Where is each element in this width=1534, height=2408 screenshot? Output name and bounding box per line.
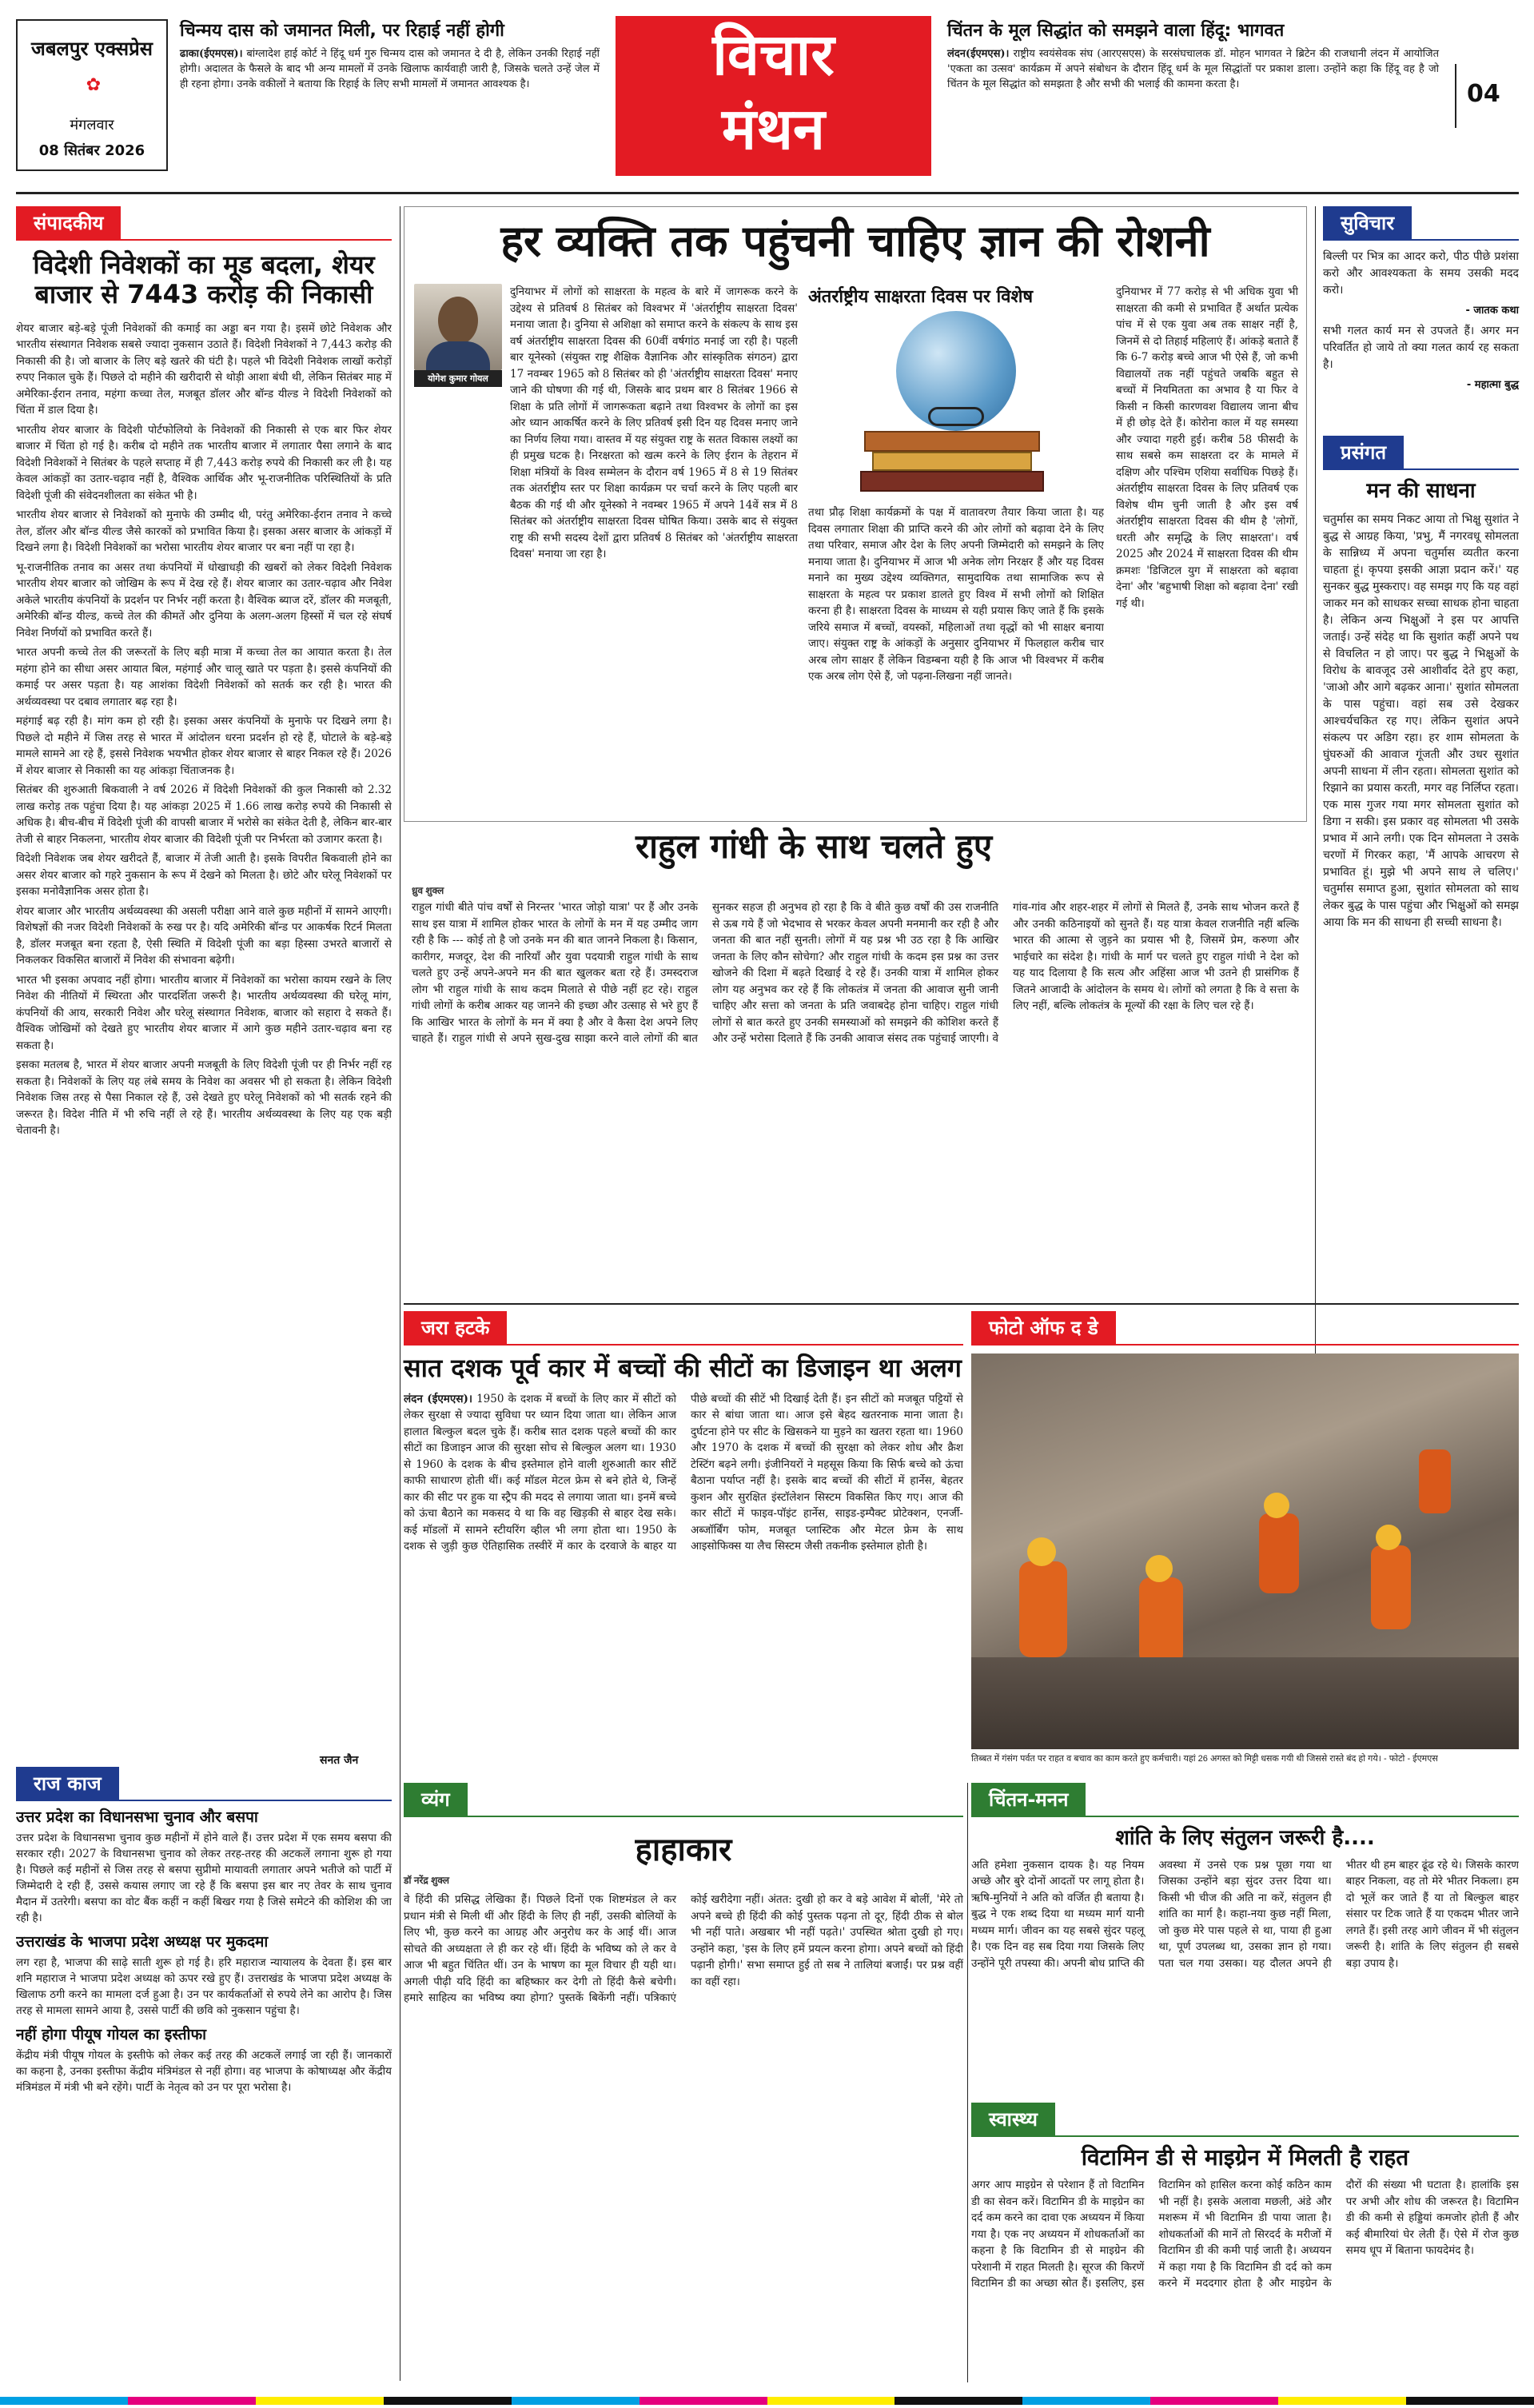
raj-kaaj-item-1-title: उत्तर प्रदेश का विधानसभा चुनाव और बसपा <box>16 1808 258 1826</box>
suvichar-source-2: - महात्मा बुद्ध <box>1466 379 1519 391</box>
vyang <box>404 1783 963 2390</box>
feature-col1: दुनियाभर में लोगों को साक्षरता के महत्व के बारे में जागरूक करने के उद्देश्य से प्रतिवर्ष 8 सितंबर को विश्वभर में 'अंतर्राष्ट्रीय साक्षरता दिवस' मनाया जाता है। दुनिया से अशिक्षा को समाप्त करने के संकल्प के साथ इस वर्ष अंतर्राष्ट्रीय साक्षरता दिवस की 60वीं वर्षगांठ मनाई जा रही है। पहली बार यूनेस्को (संयुक्त राष्ट्र शैक्षिक वैज्ञानिक और सांस्कृतिक संगठन) द्वारा 17 नवम्बर 1965 को 8 सितंबर को ही 'अंतर्राष्ट्रीय साक्षरता दिवस' मनाए जाने की घोषणा की गई थी, जिसके बाद प्रथम बार 8 सितंबर 1966 से शिक्षा के प्रति लोगों में जागरूकता बढ़ाने तथा विश्वभर के लोगों का इस ओर ध्यान आकर्षित करने के लिए प्रतिवर्ष इसी दिन यह दिवस मनाए जाने का निर्णय लिया गया। वास्तव में यह संयुक्त राष्ट्र के सतत विकास लक्ष्यों का ही प्रमुख घटक है। निरक्षरता को खत्म करने के लिए ईरान के तेहरान में शिक्षा मंत्रियों के विश्व सम्मेलन के दौरान वर्ष 1965 में 8 से 19 सितंबर तक अंतर्राष्ट्रीय स्तर पर शिक्षा कार्यक्रम पर चर्चा करने के लिए पहली बार बैठक की गई थी और यूनेस्को ने नवम्बर 1965 में अपने 14वें सत्र में 8 सितंबर को अंतर्राष्ट्रीय साक्षरता दिवस घोषित किया। उसके बाद से संयुक्त राष्ट्र की सभी सदस्य देशों द्वारा प्रतिवर्ष 8 सितंबर को 'अंतर्राष्ट्रीय साक्षरता दिवस' मनाया जा रहा है। <box>510 285 798 560</box>
editorial-paragraph: सितंबर की शुरुआती बिकवाली ने वर्ष 2026 में विदेशी निवेशकों की कुल निकासी को 2.32 लाख करोड़ तक पहुंचा दिया है। यह आंकड़ा 2025 में 1.66 लाख करोड़ रुपये की निकासी से अधिक है। बीच-बीच में विदेशी पूंजी की वापसी बाजार में भरोसे का संकेत देती है, लेकिन बार-बार तेजी से बाहर निकलना, भारतीय शेयर बाजार की विदेशी पूंजी पर निर्भरता को उजागर करता है। <box>16 783 392 846</box>
feature-author-name: योगेश कुमार गोयल <box>414 370 502 387</box>
chintan-manan <box>971 1783 1519 2095</box>
swasthya-tab <box>971 2103 1519 2137</box>
masthead-date: 08 सितंबर 2026 <box>38 142 145 159</box>
editorial-paragraph: शेयर बाजार बड़े-बड़े पूंजी निवेशकों की कमाई का अड्डा बन गया है। इसमें छोटे निवेशक और भारतीय संस्थागत निवेशक सबसे ज्यादा नुकसान उठाते हैं। विदेशी निवेशकों ने 7,443 करोड़ की निकासी की है। जो बाजार के लिए बड़े खतरे की घंटी है। पहले भी विदेशी निवेशक लाखों करोड़ों रुपए निकाल चुके हैं। पिछले दो महीने की खरीदारी से थोड़ी आशा बंधी थी, लेकिन सितंबर माह में अमेरिका-ईरान तनाव, महंगा कच्चा तेल, मजबूत डॉलर और बॉन्ड यील्ड ने विदेशी निवेशकों को चिंता में डाल दिया है। <box>16 321 392 417</box>
chintan-headline: शांति के लिए संतुलन जरूरी है.... <box>1115 1826 1375 1850</box>
editorial-paragraph: शेयर बाजार और भारतीय अर्थव्यवस्था की असली परीक्षा आने वाले कुछ महीनों में सामने आएगी। विशेषज्ञों की नजर विदेशी निवेशकों के रुख पर है। यदि अमेरिकी बॉन्ड पर आकर्षक रिटर्न मिलता है, डॉलर मजबूत बना रहता है, ऐसी स्थिति में विदेशी पूंजी का बड़ा हिस्सा उभरते बाजारों से निकलकर विकसित बाजारों में निवेश की संभावना बढ़ेगी। <box>16 904 392 967</box>
paper-name-box <box>16 19 168 171</box>
author-photo <box>414 284 502 370</box>
zara-hatke-tab-label: जरा हटके <box>404 1311 507 1344</box>
print-color-bar <box>0 2397 1534 2405</box>
brief-right-dateline: लंदन(ईएमएस)। <box>947 48 1010 60</box>
brief-left-dateline: ढाका(ईएमएस)। <box>180 48 243 60</box>
brief-left <box>180 18 600 92</box>
section-title-1: विचार <box>712 21 835 88</box>
raj-kaaj-item-2-title: उत्तराखंड के भाजपा प्रदेश अध्यक्ष पर मुकदमा <box>16 1933 269 1951</box>
feature-author-card <box>414 284 502 392</box>
masthead-rule <box>16 192 1519 194</box>
vyang-body: वे हिंदी की प्रसिद्ध लेखिका हैं। पिछले दिनों एक शिष्टमंडल ले कर प्रधान मंत्री से मिली थीं और हिंदी के लिए ही नहीं, उसकी बोलियों के लिए भी, कुछ करने का आग्रह और अनुरोध कर के आई थीं। आज सोचते की अध्यक्षता ले ही कर रहे थीं। हिंदी के भविष्य को ले कर वे आज भी बहुत चिंतित थीं। उन के भाषण का मूल विचार ही यही था। अगली पीढ़ी यदि हिंदी का बहिष्कार कर देगी तो हिंदी कैसे बचेगी। हमारे साहित्य का भविष्य क्या होगा? पुस्तकें बिकेंगी नहीं। पत्रिकाएं कोई खरीदेगा नहीं। अंतत: दुखी हो कर वे बड़े आवेश में बोलीं, 'मेरे तो अपने बच्चे ही हिंदी की कोई पुस्तक पढ़ना तो दूर, हिंदी ठीक से बोल भी नहीं पाते। अखबार भी नहीं पढ़ते।' उपस्थित श्रोता दुखी हो गए। उन्होंने कहा, 'इस के लिए हमें प्रयत्न करना होगा। अपने बच्चों को हिंदी पढ़ानी होगी।' सभा समाप्त हुई तो सब ने तालियां बजाईं। पर प्रश्न वहीं का वहीं रहा। <box>404 1893 963 2004</box>
section-title-2: मंथन <box>721 95 826 162</box>
globe-books-illustration <box>832 311 1072 495</box>
suvichar-quote-2: सभी गलत कार्य मन से उपजते हैं। अगर मन परिवर्तित हो जाये तो क्या गलत कार्य रह सकता है। <box>1323 325 1519 371</box>
editorial-paragraph: भारतीय शेयर बाजार से निवेशकों को मुनाफे की उम्मीद थी, परंतु अमेरिका-ईरान तनाव ने कच्चे तेल, डॉलर और बॉन्ड यील्ड जैसे कारकों को प्रभावित किया है। इसका असर बाजार के आंकड़ों में दिखने लगा है। विदेशी निवेशकों का भरोसा भारतीय शेयर बाजार पर बना नहीं पा रहा है। <box>16 508 392 555</box>
raj-kaaj-item-1-text: उत्तर प्रदेश के विधानसभा चुनाव कुछ महीनों में होने वाले हैं। उत्तर प्रदेश में एक समय बसपा की सरकार रही। 2027 के विधानसभा चुनाव को लेकर तरह-तरह की अटकलें लगाना शुरू हो गया है। पिछले कई महीनों से जिस तरह से बसपा सुप्रीमो मायावती लगातार अपने भतीजे को पार्टी में जिम्मेदारी दे रही हैं, उससे कयास लगाए जा रहे हैं कि बसपा इस बार नए तेवर के साथ चुनाव मैदान में उतरेगी। बसपा का वोट बैंक कहीं न कहीं बिखर गया है जिसे समेटने की कोशिश की जा रही है। <box>16 1832 392 1924</box>
zara-hatke-tab <box>404 1311 963 1346</box>
prasang-tab <box>1323 436 1519 470</box>
suvichar <box>1323 206 1519 422</box>
editorial-paragraph: इसका मतलब है, भारत में शेयर बाजार अपनी मजबूती के लिए विदेशी पूंजी पर ही निर्भर नहीं रह सकता है। निवेशकों के लिए यह लंबे समय के निवेश का अवसर भी हो सकता है। लेकिन विदेशी निवेशक जिस तरह से पैसा निकाल रहे हैं, उसे देखते हुए घरेलू निवेशकों को भी सतर्क रहने की जरूरत है। विदेश नीति में भी रुचि नहीं ले रहे हैं। भारतीय अर्थव्यवस्था के लिए यह एक बड़ी चेतावनी है। <box>16 1058 392 1138</box>
brief-right-headline: चिंतन के मूल सिद्धांत को समझने वाला हिंदू: भागवत <box>947 21 1285 41</box>
prasang-body: चतुर्मास का समय निकट आया तो भिक्षु सुशांत ने बुद्ध से आग्रह किया, 'प्रभु, मैं नगरवधू सोमलता के सान्निध्य में अपना चतुर्मास व्यतीत करना चाहता हूं। कृपया इसकी आज्ञा प्रदान करें।' यह सुनकर बुद्ध मुस्कराए। वह समझ गए कि यह वहां जाकर मन को साधकर सच्चा साधक होना चाहता है। लेकिन अन्य भिक्षुओं ने इस पर आपत्ति जताई। उन्हें संदेह था कि सुशांत कहीं अपने पथ से विचलित न हो जाए। पर बुद्ध ने भिक्षुओं के विरोध के बावजूद उसे आशीर्वाद देते हुए कहा, 'जाओ और आगे बढ़कर आना।' सुशांत सोमलता के पास पहुंचा। वहां सब उसे देखकर आश्चर्यचकित रह गए। लेकिन सुशांत अपने संकल्प पर अडिग रहा। हर शाम सोमलता के घुंघरुओं की आवाज गूंजती और उधर सुशांत अपनी साधना में लीन रहता। सोमलता सुशांत को रिझाने का प्रयास करती, मगर वह निर्लिप्त रहता। एक मास गुजर गया मगर सोमलता सुशांत को डिगा न सकी। इस प्रकार वह सोमलता भी उसके प्रभाव में आने लगी। एक दिन सोमलता ने उसके चरणों में गिरकर कहा, 'मैं आपके आचरण से प्रभावित हूं। मुझे भी अपने साथ ले चलिए।' चतुर्मास समाप्त हुआ, सुशांत सोमलता को साथ लेकर बुद्ध के पास पहुंचा और भिक्षुओं को समझ आया कि मन की साधना ही सच्ची साधना है। <box>1323 512 1519 929</box>
editorial-body <box>16 321 392 1139</box>
vyang-tab-label: व्यंग <box>404 1783 468 1816</box>
photo-caption <box>971 1752 1519 1764</box>
raj-kaaj-item-2-text: लग रहा है, भाजपा की साढ़े साती शुरू हो गई है। हरि महाराज न्यायालय के देवता हैं। इस बार शनि महाराज ने भाजपा प्रदेश अध्यक्ष को ऊपर रखे हुए हैं। उत्तराखंड के भाजपा प्रदेश अध्यक्ष के खिलाफ ठगी करने का मामला दर्ज हुआ है। उन पर कार्यकर्ताओं से रुपये लेने का आरोप है। जिस तरह से मामला सामने आया है, उससे पार्टी की छवि को नुकसान पहुंचा है। <box>16 1956 392 2017</box>
rahul-author: ध्रुव शुक्ल <box>412 885 444 896</box>
section-rule <box>404 1303 1519 1305</box>
photo-of-day-tab <box>971 1311 1519 1346</box>
photo-of-day <box>971 1311 1519 1771</box>
rahul-body: राहुल गांधी बीते पांच वर्षों से निरन्तर 'भारत जोड़ो यात्रा' पर हैं और उनके साथ इस यात्रा में शामिल होकर भारत के लोगों के मन में यह उम्मीद जाग रही है कि --- कोई तो है जो उनके मन की बात जानने निकला है। किसान, कारीगर, मजदूर, देश की नारियाँ और युवा पदयात्री राहुल गांधी के साथ चलते हुए उन्हें अपने-अपने मन की बात खुलकर बता रहे हैं। उमस्दराज लोग भी राहुल गांधी के साथ कदम मिलाते से पीछे नहीं हट रहे। राहुल गांधी लोगों के करीब आकर यह जानने की इच्छा और उत्साह से भरे हुए हैं कि आखिर भारत के लोगों के मन में क्या है और वे कैसा देश अपने लिए चाहते हैं। राहुल गांधी से अपने सुख-दुख साझा करने वाले लोगों की बात सुनकर सहज ही अनुभव हो रहा है कि वे बीते कुछ वर्षों की उस राजनीति से ऊब गये हैं जो भेदभाव से भरकर केवल अपनी मनमानी कर रही है और जनता की बात नहीं सुनती। लोगों में यह प्रश्न भी उठ रहा है कि आखिर जनता के लिए कौन सोचेगा? और राहुल गांधी के कदम इस प्रश्न का उत्तर खोजने की दिशा में बढ़ते दिखाई दे रहे हैं। उनकी यात्रा में शामिल होकर लोग यह अनुभव कर रहे हैं कि लोकतंत्र में जनता की आवाज सुनी जानी चाहिए और सत्ता को जनता के प्रति जवाबदेह होना चाहिए। राहुल गांधी लोगों से बात करते हुए उनकी समस्याओं को समझने की कोशिश करते हैं और उन्हें भरोसा दिलाते हैं कि उनकी आवाज संसद तक पहुंचाई जाएगी। वे गांव-गांव और शहर-शहर में लोगों से मिलते हैं, उनके साथ भोजन करते हैं और उनकी कठिनाइयों को सुनते हैं। यह यात्रा केवल राजनीति नहीं बल्कि भारत की आत्मा से जुड़ने का प्रयास भी है, जिसमें प्रेम, करुणा और भाईचारे का संदेश है। गांधी के मार्ग पर चलते हुए राहुल गांधी ने देश को यह याद दिलाया है कि सत्य और अहिंसा आज भी उतने ही प्रासंगिक हैं जितने आजादी के आंदोलन के समय थे। लोगों को लगता है कि वे सत्ता के लिए नहीं, बल्कि लोकतंत्र के मूल्यों की रक्षा के लिए चल रहे हैं। <box>412 901 1299 1045</box>
brief-right-text: राष्ट्रीय स्वयंसेवक संघ (आरएसएस) के सरसंघचालक डॉ. मोहन भागवत ने ब्रिटेन की राजधानी लंदन में आयोजित 'एकता का उत्सव' कार्यक्रम में अपने संबोधन के दौरान हिंदू धर्म के मूल सिद्धांतों पर प्रकाश डाला। उन्होंने कहा कि हिंदू वह है जो चिंतन के मूल सिद्धांत को समझता है और सभी की भलाई की कामना करता है। <box>947 48 1439 90</box>
editorial-paragraph: भारतीय शेयर बाजार के विदेशी पोर्टफोलियो के निवेशकों की निकासी से एक बार फिर शेयर बाजार में चिंता हो गई है। करीब दो महीने तक भारतीय बाजार में लगातार पैसा लगाने के बाद विदेशी निवेशकों ने सितंबर के पहले सप्ताह में ही 7,443 करोड़ रुपये की निकासी कर ली है। यह केवल आंकड़ों का उतार-चढ़ाव नहीं है, वैश्विक आर्थिक और भू-राजनीतिक परिस्थितियों के प्रति विदेशी पूंजी की संवेदनशीलता का संकेत भी है। <box>16 423 392 502</box>
suvichar-source-1: - जातक कथा <box>1465 305 1519 317</box>
suvichar-tab-label: सुविचार <box>1323 206 1412 239</box>
raj-kaaj-tab-label: राज काज <box>16 1767 119 1800</box>
brief-left-headline: चिन्मय दास को जमानत मिली, पर रिहाई नहीं होगी <box>180 21 504 41</box>
feature <box>404 206 1307 822</box>
editorial-paragraph: भू-राजनीतिक तनाव का असर तथा कंपनियों में धोखाधड़ी की खबरों को लेकर विदेशी निवेशक भारतीय शेयर बाजार को जोखिम के रूप में देख रहे हैं। शेयर बाजार का उतार-चढ़ाव और निवेश अकेले भारतीय कंपनियों के प्रदर्शन पर निर्भर नहीं करता है। वैश्विक ब्याज दरें, डॉलर की मजबूती, अमेरिकी बॉन्ड यील्ड, कच्चे तेल की कीमतें और दुनिया के अलग-अलग हिस्सों में चल रहे संघर्ष निवेश निर्णयों को प्रभावित करते हैं। <box>16 560 392 640</box>
vyang-tab <box>404 1783 963 1817</box>
masthead-day: मंगलवार <box>70 117 114 134</box>
rahul-article <box>404 827 1307 1299</box>
editorial-paragraph: महंगाई बढ़ रही है। मांग कम हो रही है। इसका असर कंपनियों के मुनाफे पर दिखने लगा है। पिछले दो महीने में जिस तरह से भारत में आंदोलन धरना प्रदर्शन हो रहे हैं, घोटाले के बड़े-बड़े मामले सामने आ रहे हैं, इससे निवेशक भयभीत होकर शेयर बाजार से बाहर निकल रहे हैं। 2026 में शेयर बाजार से निकासी का यह आंकड़ा चिंताजनक है। <box>16 715 392 777</box>
raj-kaaj-item-3-text: केंद्रीय मंत्री पीयूष गोयल के इस्तीफे को लेकर कई तरह की अटकलें लगाई जा रही हैं। जानकारों का कहना है, उनका इस्तीफा केंद्रीय मंत्रिमंडल से नहीं होगा। वह भाजपा के कोषाध्यक्ष और केंद्रीय मंत्रिमंडल में मंत्री भी बने रहेंगे। पार्टी के नेतृत्व को उन पर पूरा भरोसा है। <box>16 2049 392 2094</box>
swasthya-headline: विटामिन डी से माइग्रेन में मिलती है राहत <box>1081 2144 1409 2171</box>
editorial-paragraph: विदेशी निवेशक जब शेयर खरीदते हैं, बाजार में तेजी आती है। इसके विपरीत बिकवाली होने का असर शेयर बाजार को गहरे नुकसान के रूप में देखने को मिलता है। छोटे और घरेलू निवेशकों पर इसका मनोवैज्ञानिक असर होता है। <box>16 852 392 899</box>
raj-kaaj <box>16 1767 392 2390</box>
feature-col3: दुनियाभर में 77 करोड़ से भी अधिक युवा भी साक्षरता की कमी से प्रभावित हैं अर्थात प्रत्येक पांच में से एक युवा अब तक साक्षर नहीं है, जिनमें से दो तिहाई महिलाएं हैं। आंकड़े बताते हैं कि 6-7 करोड़ बच्चे आज भी ऐसे हैं, जो कभी विद्यालयों तक नहीं पहुंचते जबकि बहुत से बच्चों में नियमितता का अभाव है या फिर वे किसी न किसी कारणवश विद्यालय जाना बीच में ही छोड़ देते हैं। कोरोना काल में यह समस्या और ज्यादा गहरी हुई। करीब 58 फीसदी के साथ सबसे कम साक्षरता दर के मामले में दक्षिण और पश्चिम एशिया सर्वाधिक पिछड़े हैं। अंतर्राष्ट्रीय साक्षरता दिवस के लिए प्रतिवर्ष एक विशेष थीम चुनी जाती है और इस वर्ष अंतर्राष्ट्रीय साक्षरता दिवस की थीम है 'लोगों, धरती और समृद्धि के लिए साक्षरता'। वर्ष 2025 और 2024 में साक्षरता दिवस की थीम क्रमशः 'डिजिटल युग में साक्षरता को बढ़ावा देना' और 'बहुभाषी शिक्षा को बढ़ावा देना' रखी गई थी। <box>1116 285 1298 610</box>
brief-right <box>947 18 1439 92</box>
suvichar-quote-1: बिल्ली पर भित्र का आदर करो, पीठ पीछे प्रशंसा करो और आवश्यकता के समय उसकी मदद करो। <box>1323 250 1519 297</box>
editorial-tab-label: संपादकीय <box>16 206 121 239</box>
zara-hatke-body <box>404 1391 963 1759</box>
chintan-tab <box>971 1783 1519 1817</box>
zara-hatke-headline: सात दशक पूर्व कार में बच्चों की सीटों का डिजाइन था अलग <box>404 1353 962 1383</box>
vyang-author: डॉ नरेंद्र शुक्ल <box>404 1875 449 1886</box>
paper-name: जबलपुर एक्सप्रेस <box>31 38 153 60</box>
chintan-body: अति हमेशा नुकसान दायक है। यह नियम अच्छे और बुरे दोनों आदतों पर लागू होता है। ऋषि-मुनियों ने अति को वर्जित ही बताया है। बुद्ध ने एक शब्द दिया था मध्यम मार्ग यानी मध्यम मार्ग। जीवन का यह सबसे सुंदर पहलू है। एक दिन वह सब दिया गया जिसके लिए उन्होंने पूरी तपस्या की। अपनी बोध प्राप्ति की अवस्था में उनसे एक प्रश्न पूछा गया था जिसका उन्होंने बड़ा सुंदर उत्तर दिया था। किसी भी चीज की अति ना करें, संतुलन ही शांति का मार्ग है। कहा-नया कुछ नहीं मिला, जो कुछ मेरे पास पहले से था, पाया ही हुआ था, पूर्ण उपलब्ध था, उसका ज्ञान हो गया। पता चल गया उसका। यह दौलत अपने ही भीतर थी हम बाहर ढूंढ रहे थे। जिसके कारण बाहर निकला, वह तो मेरे भीतर निकला। हम दो भूलें कर जाते हैं या तो बिल्कुल बाहर संसार पर टिक जाते हैं या एकदम भीतर जाने लगते हैं। इसी तरह आगे जीवन में भी संतुलन जरूरी है। शांति के लिए संतुलन ही सबसे बड़ा उपाय है। <box>971 1858 1519 1970</box>
rahul-headline: राहुल गांधी के साथ चलते हुए <box>636 827 993 866</box>
chintan-tab-label: चिंतन-मनन <box>971 1783 1086 1816</box>
feature-headline: हर व्यक्ति तक पहुंचनी चाहिए ज्ञान की रोशनी <box>500 216 1210 266</box>
raj-kaaj-item-3-title: नहीं होगा पीयूष गोयल का इस्तीफा <box>16 2026 207 2043</box>
zara-hatke <box>404 1311 963 1775</box>
editorial-tab <box>16 206 392 241</box>
swasthya <box>971 2103 1519 2390</box>
prasang-tab-label: प्रसंगत <box>1323 436 1404 468</box>
zara-hatke-text: 1950 के दशक में बच्चों के लिए कार में सीटों को लेकर सुरक्षा से ज्यादा सुविधा पर ध्यान दिया जाता था। लेकिन आज हालात बिल्कुल बदल चुके हैं। करीब सात दशक पहले बच्चों की कार सीटों का डिजाइन आज की सुरक्षा सोच से बिल्कुल अलग था। 1930 से 1960 के दशक के बीच इस्तेमाल होने वाली शुरुआती कार सीटें काफी साधारण होती थीं। कई मॉडल मेटल फ्रेम से बने होते थे, जिन्हें कार की सीट पर हुक या स्ट्रैप की मदद से लगाया जाता था। इनमें बच्चे को ऊंचा बैठाने का मकसद ये था कि वह खिड़की से बाहर देख सके। कई मॉडलों में सामने स्टीयरिंग व्हील भी लगा होता था। 1950 के दशक से जुड़ी कुछ ऐतिहासिक तस्वीरें में कार के दरवाजे के बाहर या पीछे बच्चों की सीटें भी दिखाई देती हैं। इन सीटों को मजबूत पट्टियों से कार से बांधा जाता था। आज इसे बेहद खतरनाक माना जाता है। दुर्घटना होने पर सीट के खिसकने या मुड़ने का खतरा रहता था। 1960 और 1970 के दशक में बच्चों की सुरक्षा को लेकर शोध और क्रैश टेस्टिंग बढ़ने लगी। इंजीनियरों ने महसूस किया कि सिर्फ बच्चे को ऊंचा बैठाना पर्याप्त नहीं है। इसके बाद बच्चों की सीटों में हार्नेस, बेहतर कुशन और सुरक्षित इंस्टॉलेशन सिस्टम विकसित किए गए। आज की कार सीटों में फाइव-पॉइंट हार्नेस, साइड-इम्पैक्ट प्रोटेक्शन, एनर्जी-अब्जॉर्बिंग फोम, मजबूत प्लास्टिक और मेटल फ्रेम के साथ आइसोफिक्स या लैच सिस्टम जैसी तकनीक इस्तेमाल होती है। <box>404 1392 963 1553</box>
rescue-photo <box>971 1354 1519 1749</box>
feature-col2: तथा प्रौढ़ शिक्षा कार्यक्रमों के पक्ष में वातावरण तैयार किया जाता है। यह दिवस लगातार शिक्षा की प्राप्ति करने की ओर लोगों को बढ़ावा देने के लिए तथा परिवार, समाज और देश के लिए अपनी जिम्मेदारी को समझने के लिए मनाया जाता है। दुनियाभर में आज भी अनेक लोग निरक्षर हैं और यह दिवस मनाने का मुख्य उद्देश्य व्यक्तिगत, सामुदायिक तथा सामाजिक रूप से साक्षरता के महत्व पर प्रकाश डालते हुए विश्व में सभी लोगों को शिक्षित करना ही है। साक्षरता दिवस के माध्यम से यही प्रयास किए जाते हैं कि इसके जरिये समाज में बच्चों, वयस्कों, महिलाओं तथा वृद्धों को भी साक्षर बनाया जाए। संयुक्त राष्ट्र के आंकड़ों के अनुसार दुनियाभर में फिलहाल करीब चार अरब लोग साक्षर हैं लेकिन विडम्बना यही है कि आज भी विश्वभर में करीब एक अरब लोग ऐसे हैं, जो पढ़ना-लिखना नहीं जानते। <box>808 506 1104 683</box>
editorial-headline: विदेशी निवेशकों का मूड बदला, शेयर बाजार से 7443 करोड़ की निकासी <box>33 249 375 309</box>
photo-caption-text: तिब्बत में गंसंग पर्वत पर राहत व बचाव का काम करते हुए कर्मचारी। यहां 26 अगस्त को मिट्टी धसक गयी थी जिससे रास्ते बंद हो गये। <box>971 1754 1381 1764</box>
column-divider <box>967 1783 968 2382</box>
photo-credit: - फोटो - ईएमएस <box>1383 1754 1438 1764</box>
feature-kicker: अंतर्राष्ट्रीय साक्षरता दिवस पर विशेष <box>808 287 1034 307</box>
editorial-paragraph: भारत अपनी कच्चे तेल की जरूरतों के लिए बड़ी मात्रा में कच्चा तेल का आयात करता है। तेल महंगा होने का सीधा असर आयात बिल, महंगाई और चालू खाते पर पड़ता है। इससे कंपनियों की कमाई पर असर पड़ता है। यह आशंका विदेशी निवेशकों को सतर्क कर रही है। भारत की अर्थव्यवस्था पर दबाव लगातार बढ़ रहा है। <box>16 646 392 708</box>
masthead <box>0 0 1534 188</box>
brief-left-text: बांग्लादेश हाई कोर्ट ने हिंदू धर्म गुरु चिन्मय दास को जमानत दे दी है, लेकिन उनकी रिहाई नहीं होगी। अदालत के फैसले के बाद भी अन्य मामलों में उनके खिलाफ कार्यवाही जारी है, जिसके चलते उन्हें जेल में ही रहना होगा। उनके वकीलों ने बताया कि रिहाई के लिए सभी मामलों में जमानत आवश्यक है। <box>180 48 600 90</box>
editorial-paragraph: भारत भी इसका अपवाद नहीं होगा। भारतीय बाजार में निवेशकों का भरोसा कायम रखने के लिए निवेश की नीतियों में स्थिरता और पारदर्शिता जरूरी है। भारतीय अर्थव्यवस्था की घरेलू मांग, कंपनियों की आय, सरकारी निवेश और घरेलू संस्थागत निवेशक, बाजार को सहारा दे सकते हैं। वैश्विक जोखिमों को देखते हुए भारतीय शेयर बाजार में आगे कुछ महीने उतार-चढ़ाव बना रह सकता है। <box>16 973 392 1052</box>
raj-kaaj-tab <box>16 1767 392 1801</box>
vyang-headline: हाहाकार <box>635 1832 732 1868</box>
suvichar-tab <box>1323 206 1519 241</box>
page-number: 04 <box>1467 80 1500 108</box>
photo-of-day-tab-label: फोटो ऑफ द डे <box>971 1311 1116 1344</box>
section-title-box <box>616 16 931 176</box>
swasthya-tab-label: स्वास्थ्य <box>971 2103 1055 2135</box>
swasthya-body: अगर आप माइग्रेन से परेशान हैं तो विटामिन डी का सेवन करें। विटामिन डी के माइग्रेन का दर्द कम करने का दावा एक अध्ययन में किया गया है। एक नए अध्ययन में शोधकर्ताओं का कहना है कि विटामिन डी से माइग्रेन की परेशानी में राहत मिलती है। सूरज की किरणें विटामिन डी का अच्छा स्रोत हैं। इसलिए, इस विटामिन को हासिल करना कोई कठिन काम भी नहीं है। इसके अलावा मछली, अंडे और मशरूम में भी विटामिन डी पाया जाता है। शोधकर्ताओं की मानें तो सिरदर्द के मरीजों में विटामिन डी की कमी पाई जाती है। अध्ययन में कहा गया है कि विटामिन डी दर्द को कम करने में मददगार होता है और माइग्रेन के दौरों की संख्या भी घटाता है। हालांकि इस पर अभी और शोध की जरूरत है। विटामिन डी की कमी से हड्डियां कमजोर होती हैं और कई बीमारियां घेर लेती हैं। ऐसे में रोज कुछ समय धूप में बिताना फायदेमंद है। <box>971 2179 1519 2290</box>
editorial <box>16 206 392 1749</box>
ornament-icon: ✿ <box>86 75 102 95</box>
page-number-divider <box>1455 64 1456 128</box>
editorial-author: सनत जैन <box>320 1754 359 1767</box>
zara-hatke-dateline: लंदन (ईएमएस)। <box>404 1392 472 1405</box>
prasang-headline: मन की साधना <box>1366 479 1476 503</box>
